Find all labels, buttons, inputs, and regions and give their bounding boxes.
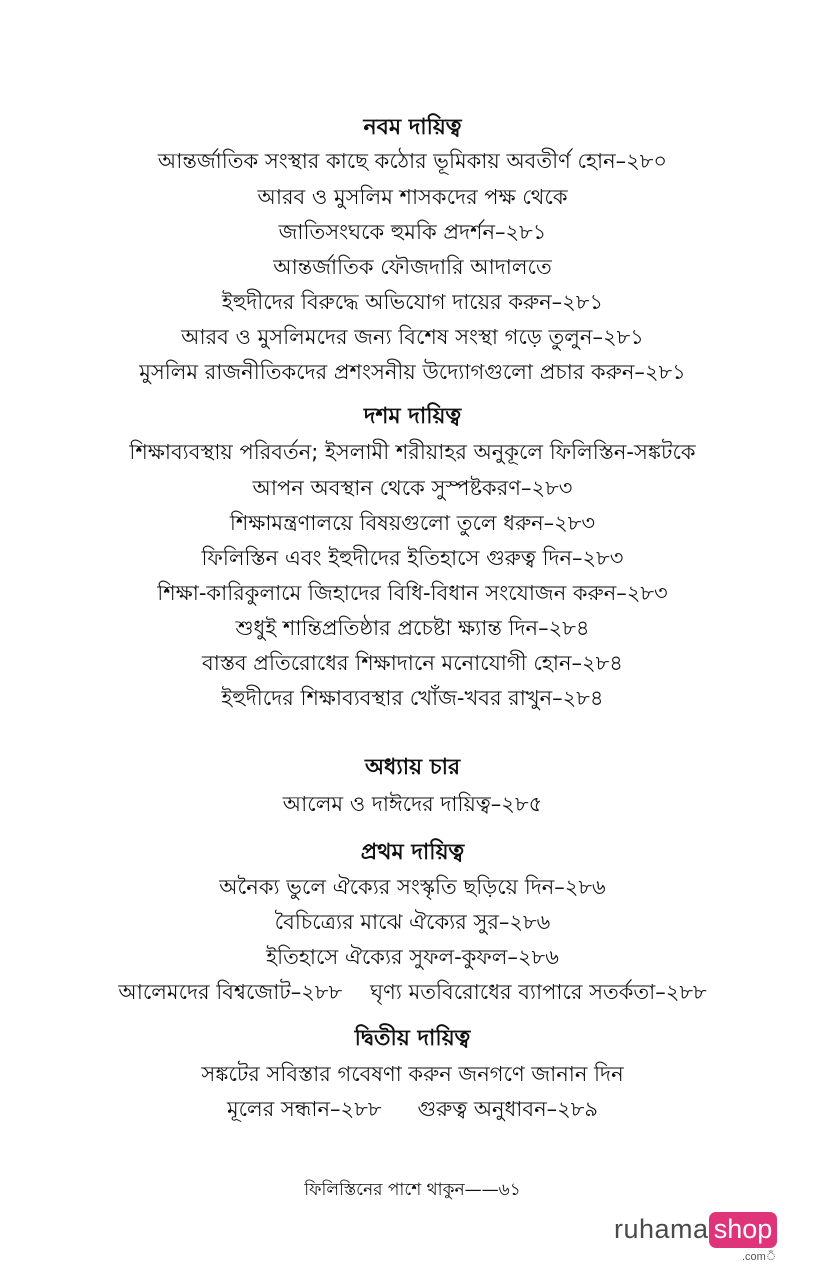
chapter-heading: অধ্যায় চার: [364, 755, 461, 780]
toc-entry: সঙ্কটের সবিস্তার গবেষণা করুন জনগণে জানান দিন: [201, 1062, 624, 1086]
running-title: ফিলিস্তিনের পাশে থাকুন: [304, 1180, 465, 1200]
toc-entry: আন্তর্জাতিক সংস্থার কাছে কঠোর ভূমিকায় অবতীর্ণ হোন–২৮০: [157, 149, 668, 173]
logo-subtext: .comঁ: [742, 1251, 777, 1263]
toc-entry-pair: [0, 1094, 825, 1124]
toc-entry: আলেমদের বিশ্বজোট–২৮৮: [118, 980, 343, 1004]
toc-entry: ইতিহাসে ঐক্যের সুফল-কুফল–২৮৬: [266, 945, 559, 969]
toc-entry: শুধুই শান্তিপ্রতিষ্ঠার প্রচেষ্টা ক্ষ্যান্ত দিন–২৮৪: [235, 616, 590, 640]
chapter-subtitle: আলেম ও দাঈদের দায়িত্ব–২৮৫: [282, 792, 543, 816]
footer-dash: ——: [464, 1180, 499, 1200]
toc-entry: আন্তর্জাতিক ফৌজদারি আদালতে: [273, 255, 552, 279]
logo-text: ruhama: [614, 1214, 709, 1244]
logo-badge: [709, 1212, 777, 1248]
toc-entry: বাস্তব প্রতিরোধের শিক্ষাদানে মনোযোগী হোন–২৮৪: [202, 651, 623, 675]
section-heading-second: দ্বিতীয় দায়িত্ব: [354, 1026, 471, 1051]
toc-entry: ইহুদীদের বিরুদ্ধে অভিযোগ দায়ের করুন–২৮১: [221, 290, 604, 314]
toc-entry: শিক্ষা-কারিকুলামে জিহাদের বিধি-বিধান সংযোজন করুন–২৮৩: [157, 581, 668, 605]
toc-entry: বৈচিত্র্যের মাঝে ঐক্যের সুর–২৮৬: [274, 910, 551, 934]
toc-entry: ঘৃণ্য মতবিরোধের ব্যাপারে সতর্কতা–২৮৮: [370, 980, 707, 1004]
page-number: ৬১: [498, 1180, 521, 1200]
section-heading-ninth: নবম দায়িত্ব: [363, 115, 462, 140]
ruhamashop-logo: [614, 1212, 779, 1262]
section-heading-tenth: দশম দায়িত্ব: [363, 404, 462, 429]
toc-entry: গুরুত্ব অনুধাবন–২৮৯: [417, 1097, 599, 1121]
toc-entry: আরব ও মুসলিম শাসকদের পক্ষ থেকে: [257, 185, 568, 209]
logo-badge-text: shop: [713, 1214, 773, 1244]
toc-entry: ইহুদীদের শিক্ষাব্যবস্থার খোঁজ-খবর রাখুন–২৮৪: [221, 686, 604, 710]
toc-entry: শিক্ষাব্যবস্থায় পরিবর্তন; ইসলামী শরীয়াহর অনুকূলে ফিলিস্তিন-সঙ্কটকে: [129, 440, 696, 464]
toc-entry: জাতিসংঘকে হুমকি প্রদর্শন–২৮১: [278, 220, 547, 244]
toc-entry: অনৈক্য ভুলে ঐক্যের সংস্কৃতি ছড়িয়ে দিন–২৮৬: [219, 875, 606, 899]
toc-entry: আরব ও মুসলিমদের জন্য বিশেষ সংস্থা গড়ে তুলুন–২৮১: [181, 325, 644, 349]
toc-entry: ফিলিস্তিন এবং ইহুদীদের ইতিহাসে গুরুত্ব দিন–২৮৩: [201, 546, 624, 570]
toc-entry: শিক্ষামন্ত্রণালয়ে বিষয়গুলো তুলে ধরুন–২৮৩: [229, 511, 596, 535]
toc-entry: মূলের সন্ধান–২৮৮: [226, 1097, 382, 1121]
toc-entry: মুসলিম রাজনীতিকদের প্রশংসনীয় উদ্যোগগুলো প্রচার করুন–২৮১: [139, 360, 686, 384]
running-footer: [0, 1175, 825, 1205]
toc-entry-pair: [0, 977, 825, 1007]
toc-entry: আপন অবস্থান থেকে সুস্পষ্টকরণ–২৮৩: [252, 476, 573, 500]
section-heading-first: প্রথম দায়িত্ব: [360, 840, 465, 865]
